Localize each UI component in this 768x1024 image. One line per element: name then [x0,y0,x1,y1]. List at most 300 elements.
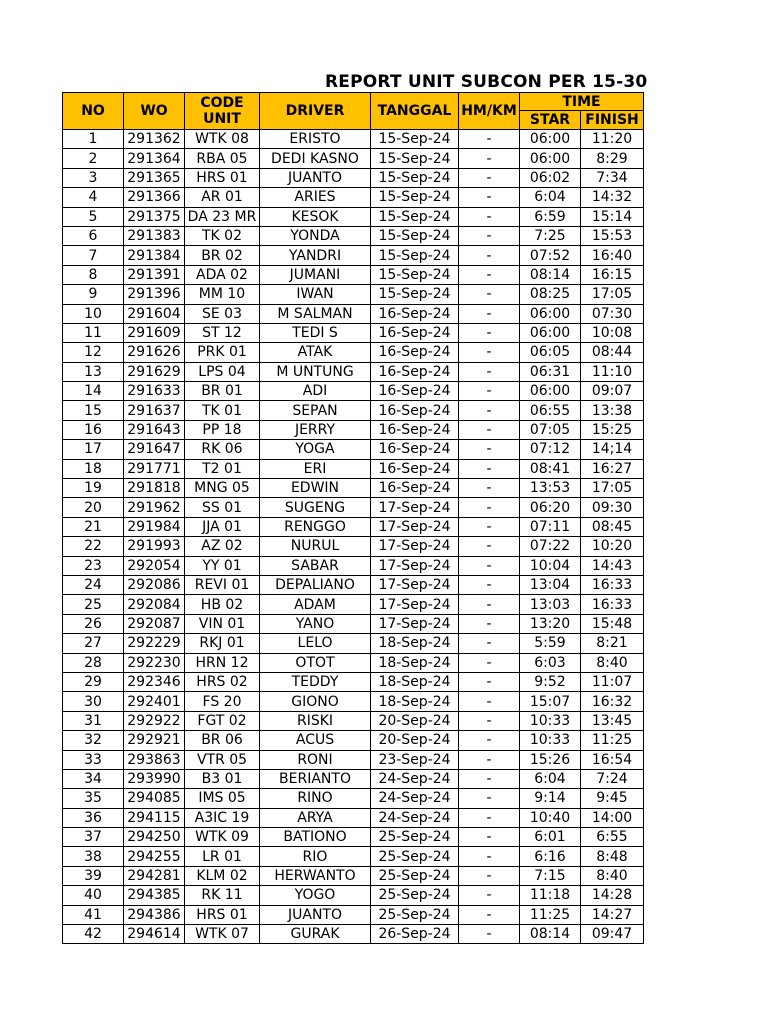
table-row [63,479,644,498]
cell-driver: BERIANTO [260,769,371,788]
cell-finish: 10:08 [581,323,644,342]
cell-hmkm: - [459,711,520,730]
cell-tanggal: 25-Sep-24 [371,847,459,866]
cell-tanggal: 16-Sep-24 [371,382,459,401]
cell-hmkm: - [459,575,520,594]
cell-wo: 292087 [124,614,185,633]
cell-star: 10:40 [520,808,581,827]
cell-driver: ADAM [260,595,371,614]
cell-hmkm: - [459,537,520,556]
cell-code-unit: WTK 09 [185,828,260,847]
cell-finish: 8:29 [581,149,644,168]
cell-star: 07:22 [520,537,581,556]
cell-wo: 291993 [124,537,185,556]
cell-no: 37 [63,828,124,847]
table-row [63,304,644,323]
cell-star: 6:01 [520,828,581,847]
cell-driver: M SALMAN [260,304,371,323]
cell-driver: SABAR [260,556,371,575]
cell-driver: ERISTO [260,130,371,149]
cell-code-unit: FGT 02 [185,711,260,730]
cell-hmkm: - [459,304,520,323]
cell-wo: 292922 [124,711,185,730]
cell-hmkm: - [459,265,520,284]
cell-hmkm: - [459,479,520,498]
cell-tanggal: 15-Sep-24 [371,285,459,304]
cell-wo: 294085 [124,789,185,808]
cell-finish: 15:14 [581,207,644,226]
cell-code-unit: DA 23 MR [185,207,260,226]
cell-code-unit: KLM 02 [185,866,260,885]
cell-driver: NURUL [260,537,371,556]
cell-code-unit: LR 01 [185,847,260,866]
cell-tanggal: 16-Sep-24 [371,304,459,323]
cell-finish: 09:30 [581,498,644,517]
cell-finish: 16:32 [581,692,644,711]
cell-finish: 8:40 [581,866,644,885]
cell-wo: 294255 [124,847,185,866]
table-row [63,828,644,847]
cell-wo: 292401 [124,692,185,711]
cell-no: 27 [63,634,124,653]
cell-driver: ERI [260,459,371,478]
cell-driver: RENGGO [260,517,371,536]
cell-tanggal: 17-Sep-24 [371,517,459,536]
cell-hmkm: - [459,614,520,633]
table-row [63,847,644,866]
table-row [63,401,644,420]
cell-star: 08:25 [520,285,581,304]
cell-driver: SEPAN [260,401,371,420]
cell-hmkm: - [459,498,520,517]
cell-finish: 16:33 [581,575,644,594]
cell-tanggal: 18-Sep-24 [371,672,459,691]
table-row [63,265,644,284]
table-row [63,556,644,575]
cell-hmkm: - [459,130,520,149]
cell-code-unit: BR 06 [185,731,260,750]
cell-code-unit: TK 01 [185,401,260,420]
cell-star: 6:04 [520,769,581,788]
cell-no: 25 [63,595,124,614]
cell-no: 31 [63,711,124,730]
cell-star: 06:31 [520,362,581,381]
cell-hmkm: - [459,323,520,342]
cell-wo: 291609 [124,323,185,342]
cell-wo: 292084 [124,595,185,614]
cell-wo: 291383 [124,226,185,245]
cell-star: 10:33 [520,731,581,750]
cell-hmkm: - [459,382,520,401]
cell-no: 29 [63,672,124,691]
cell-driver: DEDI KASNO [260,149,371,168]
cell-driver: TEDI S [260,323,371,342]
cell-hmkm: - [459,653,520,672]
report-title-container [325,70,647,94]
cell-wo: 294250 [124,828,185,847]
cell-code-unit: VIN 01 [185,614,260,633]
cell-wo: 291984 [124,517,185,536]
cell-code-unit: ADA 02 [185,265,260,284]
table-row [63,653,644,672]
cell-star: 06:02 [520,168,581,187]
cell-no: 39 [63,866,124,885]
table-row [63,517,644,536]
table-row [63,537,644,556]
cell-star: 6:04 [520,188,581,207]
cell-wo: 291647 [124,440,185,459]
cell-no: 11 [63,323,124,342]
cell-code-unit: A3IC 19 [185,808,260,827]
cell-finish: 14;14 [581,440,644,459]
cell-star: 13:04 [520,575,581,594]
cell-wo: 294115 [124,808,185,827]
cell-no: 19 [63,479,124,498]
cell-finish: 16:33 [581,595,644,614]
cell-driver: YOGA [260,440,371,459]
cell-hmkm: - [459,789,520,808]
cell-no: 7 [63,246,124,265]
cell-driver: ATAK [260,343,371,362]
cell-hmkm: - [459,886,520,905]
cell-star: 07:05 [520,420,581,439]
cell-no: 32 [63,731,124,750]
table-row [63,575,644,594]
cell-wo: 291366 [124,188,185,207]
cell-code-unit: YY 01 [185,556,260,575]
cell-tanggal: 20-Sep-24 [371,731,459,750]
cell-tanggal: 15-Sep-24 [371,226,459,245]
cell-wo: 291396 [124,285,185,304]
cell-hmkm: - [459,828,520,847]
cell-finish: 08:44 [581,343,644,362]
cell-tanggal: 16-Sep-24 [371,401,459,420]
cell-tanggal: 24-Sep-24 [371,808,459,827]
cell-wo: 294386 [124,905,185,924]
cell-star: 7:25 [520,226,581,245]
header-code-unit-label: CODE UNIT [200,95,244,127]
cell-no: 3 [63,168,124,187]
cell-tanggal: 24-Sep-24 [371,769,459,788]
cell-finish: 14:43 [581,556,644,575]
table-row [63,382,644,401]
cell-finish: 16:27 [581,459,644,478]
cell-tanggal: 17-Sep-24 [371,595,459,614]
cell-hmkm: - [459,672,520,691]
cell-finish: 8:40 [581,653,644,672]
cell-driver: HERWANTO [260,866,371,885]
cell-no: 30 [63,692,124,711]
cell-finish: 10:20 [581,537,644,556]
cell-code-unit: RK 06 [185,440,260,459]
cell-hmkm: - [459,769,520,788]
cell-finish: 11:20 [581,130,644,149]
cell-wo: 291637 [124,401,185,420]
cell-no: 16 [63,420,124,439]
cell-star: 07:52 [520,246,581,265]
cell-wo: 292086 [124,575,185,594]
cell-code-unit: HRS 02 [185,672,260,691]
cell-finish: 11:07 [581,672,644,691]
table-row [63,886,644,905]
cell-finish: 09:47 [581,925,644,944]
cell-wo: 291384 [124,246,185,265]
header-wo: WO [124,93,185,130]
cell-wo: 291771 [124,459,185,478]
cell-tanggal: 18-Sep-24 [371,653,459,672]
cell-wo: 291362 [124,130,185,149]
table-row [63,130,644,149]
cell-wo: 291391 [124,265,185,284]
cell-wo: 291364 [124,149,185,168]
cell-no: 17 [63,440,124,459]
table-row [63,498,644,517]
cell-driver: ARIES [260,188,371,207]
cell-finish: 13:45 [581,711,644,730]
table-row [63,226,644,245]
cell-star: 9:14 [520,789,581,808]
cell-finish: 17:05 [581,479,644,498]
cell-hmkm: - [459,692,520,711]
cell-finish: 09:07 [581,382,644,401]
header-star: STAR [520,111,581,130]
cell-hmkm: - [459,634,520,653]
header-hmkm: HM/KM [459,93,520,130]
cell-code-unit: PP 18 [185,420,260,439]
cell-star: 06:00 [520,304,581,323]
cell-hmkm: - [459,285,520,304]
cell-driver: RINO [260,789,371,808]
cell-hmkm: - [459,420,520,439]
cell-driver: IWAN [260,285,371,304]
cell-wo: 294281 [124,866,185,885]
cell-tanggal: 25-Sep-24 [371,828,459,847]
table-row [63,285,644,304]
cell-code-unit: SE 03 [185,304,260,323]
cell-tanggal: 15-Sep-24 [371,265,459,284]
cell-star: 08:14 [520,265,581,284]
cell-star: 15:07 [520,692,581,711]
cell-star: 7:15 [520,866,581,885]
cell-no: 18 [63,459,124,478]
cell-wo: 293863 [124,750,185,769]
header-tanggal: TANGGAL [371,93,459,130]
cell-driver: DEPALIANO [260,575,371,594]
table-row [63,420,644,439]
cell-code-unit: HB 02 [185,595,260,614]
cell-driver: RIO [260,847,371,866]
table-header [63,93,644,130]
cell-no: 12 [63,343,124,362]
cell-code-unit: HRN 12 [185,653,260,672]
cell-code-unit: WTK 07 [185,925,260,944]
cell-tanggal: 26-Sep-24 [371,925,459,944]
cell-hmkm: - [459,440,520,459]
table-row [63,207,644,226]
cell-tanggal: 17-Sep-24 [371,537,459,556]
cell-tanggal: 16-Sep-24 [371,479,459,498]
cell-star: 15:26 [520,750,581,769]
cell-no: 2 [63,149,124,168]
table-row [63,188,644,207]
cell-star: 9:52 [520,672,581,691]
cell-tanggal: 24-Sep-24 [371,789,459,808]
table-row [63,440,644,459]
cell-finish: 15:53 [581,226,644,245]
cell-code-unit: IMS 05 [185,789,260,808]
cell-hmkm: - [459,750,520,769]
cell-wo: 294614 [124,925,185,944]
table-row [63,459,644,478]
table-row [63,866,644,885]
cell-finish: 11:10 [581,362,644,381]
cell-no: 21 [63,517,124,536]
cell-driver: EDWIN [260,479,371,498]
cell-code-unit: RBA 05 [185,149,260,168]
table-body [63,130,644,944]
table-row [63,925,644,944]
cell-driver: RISKI [260,711,371,730]
header-driver: DRIVER [260,93,371,130]
cell-tanggal: 16-Sep-24 [371,362,459,381]
table-row [63,905,644,924]
table-row [63,614,644,633]
cell-wo: 291818 [124,479,185,498]
cell-finish: 8:21 [581,634,644,653]
cell-hmkm: - [459,925,520,944]
cell-star: 06:00 [520,382,581,401]
cell-star: 10:04 [520,556,581,575]
cell-code-unit: JJA 01 [185,517,260,536]
cell-finish: 8:48 [581,847,644,866]
cell-code-unit: RK 11 [185,886,260,905]
cell-driver: GURAK [260,925,371,944]
cell-hmkm: - [459,188,520,207]
cell-code-unit: MNG 05 [185,479,260,498]
cell-wo: 292054 [124,556,185,575]
cell-wo: 291604 [124,304,185,323]
cell-code-unit: SS 01 [185,498,260,517]
cell-tanggal: 15-Sep-24 [371,130,459,149]
cell-star: 06:05 [520,343,581,362]
table-row [63,149,644,168]
cell-star: 11:25 [520,905,581,924]
cell-no: 33 [63,750,124,769]
cell-driver: ADI [260,382,371,401]
cell-tanggal: 17-Sep-24 [371,498,459,517]
cell-finish: 6:55 [581,828,644,847]
cell-driver: YOGO [260,886,371,905]
cell-driver: JERRY [260,420,371,439]
cell-no: 15 [63,401,124,420]
cell-wo: 291365 [124,168,185,187]
cell-no: 40 [63,886,124,905]
cell-star: 08:41 [520,459,581,478]
cell-finish: 11:25 [581,731,644,750]
cell-tanggal: 25-Sep-24 [371,905,459,924]
cell-star: 06:00 [520,149,581,168]
table-row [63,692,644,711]
cell-code-unit: REVI 01 [185,575,260,594]
cell-code-unit: AR 01 [185,188,260,207]
cell-no: 13 [63,362,124,381]
cell-no: 38 [63,847,124,866]
cell-tanggal: 16-Sep-24 [371,343,459,362]
table-row [63,595,644,614]
cell-driver: JUANTO [260,905,371,924]
table-row [63,769,644,788]
cell-finish: 14:28 [581,886,644,905]
cell-finish: 17:05 [581,285,644,304]
cell-finish: 9:45 [581,789,644,808]
cell-hmkm: - [459,362,520,381]
cell-hmkm: - [459,168,520,187]
cell-driver: YANO [260,614,371,633]
cell-tanggal: 18-Sep-24 [371,692,459,711]
cell-driver: RONI [260,750,371,769]
cell-tanggal: 16-Sep-24 [371,323,459,342]
cell-no: 8 [63,265,124,284]
cell-no: 5 [63,207,124,226]
cell-code-unit: AZ 02 [185,537,260,556]
cell-star: 07:11 [520,517,581,536]
cell-hmkm: - [459,808,520,827]
cell-hmkm: - [459,866,520,885]
report-table [62,92,644,944]
cell-hmkm: - [459,517,520,536]
cell-hmkm: - [459,207,520,226]
cell-star: 13:20 [520,614,581,633]
cell-star: 13:53 [520,479,581,498]
cell-code-unit: VTR 05 [185,750,260,769]
cell-finish: 16:40 [581,246,644,265]
cell-code-unit: ST 12 [185,323,260,342]
cell-driver: ARYA [260,808,371,827]
cell-code-unit: HRS 01 [185,905,260,924]
cell-wo: 291962 [124,498,185,517]
cell-driver: JUMANI [260,265,371,284]
cell-no: 34 [63,769,124,788]
cell-no: 1 [63,130,124,149]
cell-driver: TEDDY [260,672,371,691]
cell-no: 10 [63,304,124,323]
cell-tanggal: 16-Sep-24 [371,459,459,478]
cell-code-unit: RKJ 01 [185,634,260,653]
cell-hmkm: - [459,556,520,575]
cell-no: 35 [63,789,124,808]
header-no: NO [63,93,124,130]
cell-no: 20 [63,498,124,517]
cell-tanggal: 15-Sep-24 [371,149,459,168]
cell-driver: YONDA [260,226,371,245]
cell-driver: GIONO [260,692,371,711]
cell-tanggal: 15-Sep-24 [371,207,459,226]
cell-wo: 291643 [124,420,185,439]
cell-hmkm: - [459,731,520,750]
cell-no: 36 [63,808,124,827]
cell-code-unit: BR 02 [185,246,260,265]
cell-hmkm: - [459,459,520,478]
cell-tanggal: 18-Sep-24 [371,634,459,653]
cell-hmkm: - [459,595,520,614]
header-code-unit [185,93,260,130]
header-finish: FINISH [581,111,644,130]
cell-no: 26 [63,614,124,633]
cell-finish: 16:54 [581,750,644,769]
cell-tanggal: 17-Sep-24 [371,556,459,575]
cell-star: 13:03 [520,595,581,614]
cell-driver: OTOT [260,653,371,672]
